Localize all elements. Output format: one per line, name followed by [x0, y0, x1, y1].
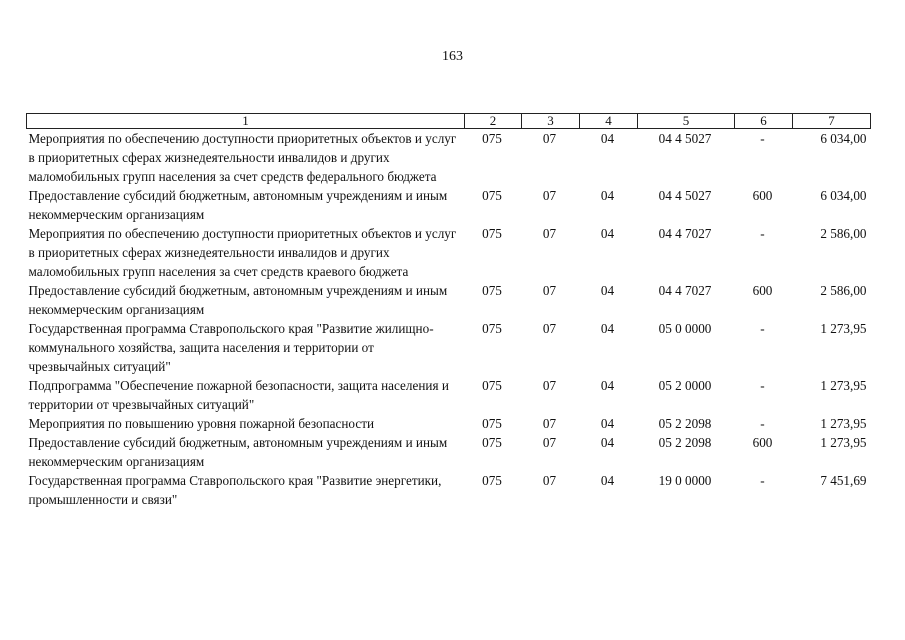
row-name-cell: Государственная программа Ставропольского края "Развитие жилищно-коммунального хозяйства, защита населения и территории от чрезвычайных ситуаций" — [28, 321, 434, 374]
table-row — [27, 186, 871, 224]
target-article-cell: 05 2 2098 — [658, 435, 712, 450]
header-col-1: 1 — [27, 114, 465, 129]
table-row — [27, 129, 871, 187]
row-name-cell: Мероприятия по обеспечению доступности приоритетных объектов и услуг в приоритетных сферах жизнедеятельности инвалидов и других маломобильных групп населения за счет средств федерального бюджета — [28, 131, 457, 184]
ministry-code-cell: 075 — [482, 435, 502, 450]
section-code-cell: 07 — [542, 226, 557, 241]
amount-cell: 2 586,00 — [820, 226, 867, 241]
target-article-cell: 05 2 2098 — [658, 416, 712, 431]
ministry-code-cell: 075 — [482, 378, 502, 393]
table-row — [27, 376, 871, 414]
target-article-cell: 04 4 5027 — [658, 131, 712, 146]
subsection-code-cell: 04 — [600, 188, 615, 203]
target-article-cell: 05 2 0000 — [658, 378, 712, 393]
expense-type-cell: - — [760, 131, 765, 146]
expense-type-cell: 600 — [752, 283, 773, 298]
amount-cell: 6 034,00 — [820, 188, 867, 203]
target-article-cell: 04 4 7027 — [658, 226, 712, 241]
section-code-cell: 07 — [542, 283, 557, 298]
section-code-cell: 07 — [542, 188, 557, 203]
section-code-cell: 07 — [542, 416, 557, 431]
ministry-code-cell: 075 — [482, 131, 502, 146]
amount-cell: 7 451,69 — [820, 473, 867, 488]
page-number: 163 — [442, 49, 463, 64]
expense-type-cell: - — [760, 321, 765, 336]
table-row — [27, 471, 871, 509]
amount-cell: 6 034,00 — [820, 131, 867, 146]
header-col-3: 3 — [522, 114, 580, 129]
section-code-cell: 07 — [542, 435, 557, 450]
row-name-cell: Мероприятия по повышению уровня пожарной безопасности — [28, 416, 375, 431]
ministry-code-cell: 075 — [482, 321, 502, 336]
amount-cell: 2 586,00 — [820, 283, 867, 298]
row-name-cell: Подпрограмма "Обеспечение пожарной безопасности, защита населения и территории от чрезвычайных ситуаций" — [28, 378, 449, 412]
subsection-code-cell: 04 — [600, 435, 615, 450]
expense-type-cell: 600 — [752, 435, 773, 450]
table-row — [27, 281, 871, 319]
subsection-code-cell: 04 — [600, 473, 615, 488]
ministry-code-cell: 075 — [482, 473, 502, 488]
target-article-cell: 04 4 7027 — [658, 283, 712, 298]
table-row — [27, 319, 871, 376]
section-code-cell: 07 — [542, 321, 557, 336]
section-code-cell: 07 — [542, 131, 557, 146]
table-header-row — [27, 114, 871, 129]
ministry-code-cell: 075 — [482, 226, 502, 241]
target-article-cell: 04 4 5027 — [658, 188, 712, 203]
table-row — [27, 414, 871, 433]
expense-type-cell: - — [760, 226, 765, 241]
table-row — [27, 224, 871, 281]
amount-cell: 1 273,95 — [820, 321, 867, 336]
row-name-cell: Государственная программа Ставропольского края "Развитие энергетики, промышленности и связи" — [28, 473, 442, 507]
subsection-code-cell: 04 — [600, 378, 615, 393]
target-article-cell: 05 0 0000 — [658, 321, 712, 336]
row-name-cell: Предоставление субсидий бюджетным, автономным учреждениям и иным некоммерческим организациям — [28, 283, 448, 317]
budget-table — [26, 113, 871, 509]
header-col-5: 5 — [638, 114, 735, 129]
amount-cell: 1 273,95 — [820, 416, 867, 431]
expense-type-cell: - — [760, 416, 765, 431]
target-article-cell: 19 0 0000 — [658, 473, 712, 488]
subsection-code-cell: 04 — [600, 131, 615, 146]
row-name-cell: Предоставление субсидий бюджетным, автономным учреждениям и иным некоммерческим организациям — [28, 188, 448, 222]
subsection-code-cell: 04 — [600, 283, 615, 298]
amount-cell: 1 273,95 — [820, 435, 867, 450]
table-row — [27, 433, 871, 471]
row-name-cell: Мероприятия по обеспечению доступности приоритетных объектов и услуг в приоритетных сферах жизнедеятельности инвалидов и других маломобильных групп населения за счет средств краевого бюджета — [28, 226, 457, 279]
expense-type-cell: - — [760, 378, 765, 393]
expense-type-cell: - — [760, 473, 765, 488]
header-col-4: 4 — [580, 114, 638, 129]
ministry-code-cell: 075 — [482, 283, 502, 298]
section-code-cell: 07 — [542, 473, 557, 488]
header-col-7: 7 — [793, 114, 871, 129]
ministry-code-cell: 075 — [482, 188, 502, 203]
ministry-code-cell: 075 — [482, 416, 502, 431]
header-col-2: 2 — [465, 114, 522, 129]
section-code-cell: 07 — [542, 378, 557, 393]
amount-cell: 1 273,95 — [820, 378, 867, 393]
row-name-cell: Предоставление субсидий бюджетным, автономным учреждениям и иным некоммерческим организациям — [28, 435, 448, 469]
expense-type-cell: 600 — [752, 188, 773, 203]
subsection-code-cell: 04 — [600, 416, 615, 431]
header-col-6: 6 — [735, 114, 793, 129]
subsection-code-cell: 04 — [600, 321, 615, 336]
subsection-code-cell: 04 — [600, 226, 615, 241]
